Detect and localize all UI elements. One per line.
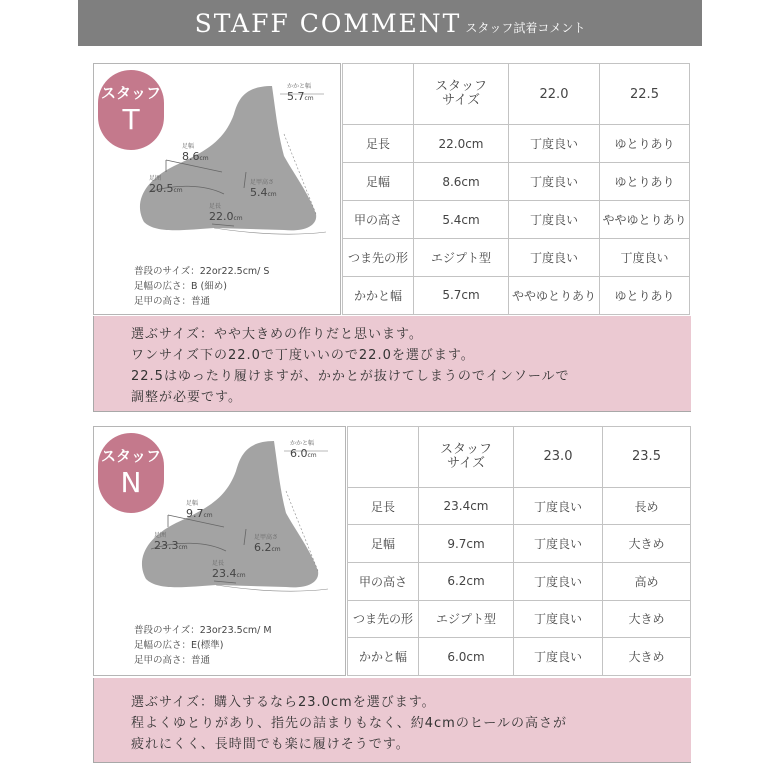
foot-width-label: 足幅	[186, 500, 199, 507]
row-label: 足幅	[343, 163, 414, 201]
column-header-size-1: 22.0	[509, 64, 600, 125]
staff-comment	[93, 678, 691, 763]
instep-height-label: 足甲高さ	[250, 179, 275, 186]
foot-girth-value: 23.3	[154, 538, 179, 552]
instep-height-measure	[250, 180, 277, 199]
foot-girth-measure	[149, 176, 183, 195]
table-cell: 大きめ	[603, 600, 691, 638]
table-cell: ゆとりあり	[600, 163, 690, 201]
table-cell: 丁度良い	[514, 487, 603, 525]
heel-width-unit: cm	[304, 94, 314, 102]
fitting-table	[342, 63, 690, 315]
foot-width-label: 足幅	[182, 143, 195, 150]
column-header-size-2: 22.5	[600, 64, 690, 125]
staff-badge	[98, 70, 164, 150]
foot-length-label: 足長	[209, 203, 222, 210]
header-title: STAFF COMMENT	[194, 8, 462, 38]
foot-girth-unit: cm	[173, 186, 183, 194]
column-header-staff-size: スタッフ サイズ	[419, 427, 514, 488]
heel-width-value: 5.7	[287, 89, 305, 103]
table-row	[343, 201, 690, 239]
profile-instep: 足甲の高さ：普通	[134, 655, 211, 666]
row-label: 甲の高さ	[343, 201, 414, 239]
table-cell: エジプト型	[419, 600, 514, 638]
table-header-row	[343, 64, 690, 125]
row-label: 足幅	[348, 525, 419, 563]
comment-line: 疲れにくく、長時間でも楽に履けそうです。	[131, 737, 410, 752]
profile-usual-size: 普段のサイズ：22or22.5cm/ S	[134, 266, 270, 277]
table-cell: 丁度良い	[509, 239, 600, 277]
foot-length-unit: cm	[233, 214, 243, 222]
profile-foot-width: 足幅の広さ：E(標準)	[134, 640, 224, 651]
comment-line: 程よくゆとりがあり、指先の詰まりもなく、約4cmのヒールの高さが	[131, 716, 568, 731]
table-cell: 高め	[603, 562, 691, 600]
foot-width-unit: cm	[199, 154, 209, 162]
table-cell: 22.0cm	[414, 125, 509, 163]
heel-width-label: かかと幅	[287, 83, 312, 90]
row-label: 足長	[348, 487, 419, 525]
row-label: かかと幅	[348, 638, 419, 676]
row-label: 足長	[343, 125, 414, 163]
column-header-size-1: 23.0	[514, 427, 603, 488]
table-row	[348, 487, 691, 525]
header-subtitle: スタッフ試着コメント	[465, 20, 586, 35]
foot-width-measure	[182, 144, 209, 163]
foot-length-value: 23.4	[212, 566, 237, 580]
table-row	[343, 163, 690, 201]
profile-usual-size: 普段のサイズ：23or23.5cm/ M	[134, 625, 272, 636]
foot-girth-label: 足囲	[149, 175, 162, 182]
foot-width-value: 8.6	[182, 149, 200, 163]
table-cell: 丁度良い	[509, 201, 600, 239]
fitting-table	[347, 426, 691, 676]
heel-width-unit: cm	[307, 451, 317, 459]
foot-measurement-panel	[93, 63, 341, 315]
table-cell: 23.4cm	[419, 487, 514, 525]
table-cell: 8.6cm	[414, 163, 509, 201]
row-label: 甲の高さ	[348, 562, 419, 600]
foot-width-value: 9.7	[186, 506, 204, 520]
table-cell: 大きめ	[603, 525, 691, 563]
instep-height-label: 足甲高さ	[254, 534, 279, 541]
badge-label: スタッフ	[100, 84, 161, 102]
table-row	[343, 276, 690, 314]
table-row	[343, 239, 690, 277]
staff-profile	[134, 264, 269, 309]
foot-length-value: 22.0	[209, 209, 234, 223]
foot-width-unit: cm	[203, 511, 213, 519]
instep-height-value: 6.2	[254, 540, 272, 554]
instep-height-value: 5.4	[250, 185, 268, 199]
table-cell: 丁度良い	[600, 239, 690, 277]
column-header-size-2: 23.5	[603, 427, 691, 488]
table-cell: 長め	[603, 487, 691, 525]
table-row	[348, 525, 691, 563]
comment-line: 選ぶサイズ：やや大きめの作りだと思います。	[131, 327, 423, 342]
heel-width-measure	[287, 84, 314, 103]
heel-width-label: かかと幅	[290, 440, 315, 447]
foot-length-measure	[212, 561, 246, 580]
heel-width-measure	[290, 441, 317, 460]
table-cell: 丁度良い	[514, 562, 603, 600]
table-cell: ややゆとりあり	[600, 201, 690, 239]
table-header-row	[348, 427, 691, 488]
table-cell: 5.7cm	[414, 276, 509, 314]
instep-height-unit: cm	[267, 190, 277, 198]
staff-profile	[134, 623, 272, 668]
comment-line: ワンサイズ下の22.0で丁度いいので22.0を選びます。	[131, 348, 475, 363]
profile-instep: 足甲の高さ：普通	[134, 296, 211, 307]
foot-measurement-panel	[93, 426, 346, 676]
table-cell: 丁度良い	[509, 125, 600, 163]
table-cell: 丁度良い	[514, 638, 603, 676]
foot-girth-label: 足囲	[154, 532, 167, 539]
foot-length-unit: cm	[236, 571, 246, 579]
badge-letter: N	[120, 466, 142, 499]
staff-badge	[98, 433, 164, 513]
column-header-staff-size: スタッフ サイズ	[414, 64, 509, 125]
foot-width-measure	[186, 501, 213, 520]
table-cell: 6.0cm	[419, 638, 514, 676]
comment-line: 選ぶサイズ：購入するなら23.0cmを選びます。	[131, 695, 436, 710]
table-cell: 丁度良い	[509, 163, 600, 201]
table-cell: ややゆとりあり	[509, 276, 600, 314]
table-cell: 5.4cm	[414, 201, 509, 239]
heel-width-value: 6.0	[290, 446, 308, 460]
row-label: つま先の形	[348, 600, 419, 638]
badge-label: スタッフ	[100, 447, 161, 465]
table-cell: エジプト型	[414, 239, 509, 277]
table-cell: 丁度良い	[514, 525, 603, 563]
table-row	[348, 638, 691, 676]
page-header	[78, 0, 702, 46]
staff-comment	[93, 316, 691, 412]
table-cell: ゆとりあり	[600, 125, 690, 163]
table-row	[348, 600, 691, 638]
comment-line: 調整が必要です。	[131, 390, 242, 405]
profile-foot-width: 足幅の広さ：B (細め)	[134, 281, 227, 292]
table-cell: ゆとりあり	[600, 276, 690, 314]
table-cell: 6.2cm	[419, 562, 514, 600]
foot-girth-value: 20.5	[149, 181, 174, 195]
foot-length-measure	[209, 204, 243, 223]
table-row	[343, 125, 690, 163]
foot-girth-measure	[154, 533, 188, 552]
table-corner-cell	[348, 427, 419, 488]
table-cell: 9.7cm	[419, 525, 514, 563]
table-row	[348, 562, 691, 600]
table-cell: 大きめ	[603, 638, 691, 676]
row-label: つま先の形	[343, 239, 414, 277]
row-label: かかと幅	[343, 276, 414, 314]
table-corner-cell	[343, 64, 414, 125]
foot-girth-unit: cm	[178, 543, 188, 551]
instep-height-unit: cm	[271, 545, 281, 553]
foot-length-label: 足長	[212, 560, 225, 567]
table-cell: 丁度良い	[514, 600, 603, 638]
instep-height-measure	[254, 535, 281, 554]
badge-letter: T	[122, 103, 140, 136]
comment-line: 22.5はゆったり履けますが、かかとが抜けてしまうのでインソールで	[131, 369, 570, 384]
